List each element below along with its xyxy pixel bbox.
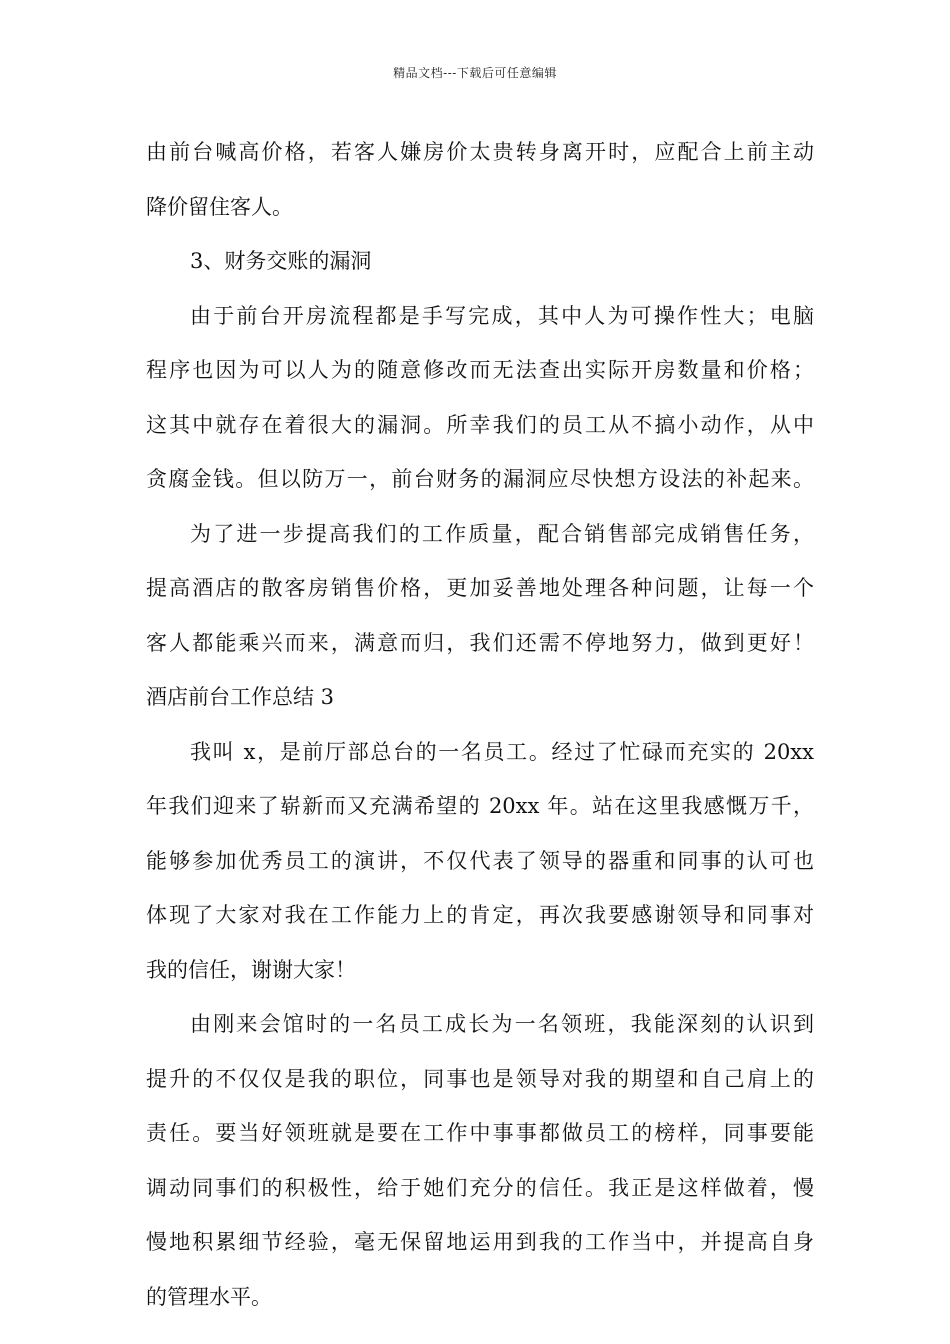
text-line: 这其中就存在着很大的漏洞。所幸我们的员工从不搞小动作，从中 [146, 412, 814, 437]
text-line: 调动同事们的积极性，给于她们充分的信任。我正是这样做着，慢 [146, 1175, 814, 1200]
text-line: 由于前台开房流程都是手写完成，其中人为可操作性大；电脑 [190, 303, 814, 328]
text-line: 提高酒店的散客房销售价格，更加妥善地处理各种问题，让每一个 [146, 576, 814, 600]
text-line: 慢地积累细节经验，毫无保留地运用到我的工作当中，并提高自身 [146, 1230, 814, 1254]
text-line: 责任。要当好领班就是要在工作中事事都做员工的榜样，同事要能 [146, 1121, 814, 1145]
text-line: 的管理水平。 [146, 1284, 272, 1309]
text-line: 年我们迎来了崭新而又充满希望的 20xx 年。站在这里我感慨万千， [146, 794, 814, 818]
text-line: 降价留住客人。 [146, 194, 293, 219]
text-line: 我叫 x，是前厅部总台的一名员工。经过了忙碌而充实的 20xx [190, 739, 814, 764]
article-title: 酒店前台工作总结 3 [146, 685, 335, 709]
section-heading: 3、财务交账的漏洞 [190, 249, 372, 273]
page-header: 精品文档---下载后可任意编辑 [393, 66, 557, 80]
text-line: 提升的不仅仅是我的职位，同事也是领导对我的期望和自己肩上的 [146, 1066, 814, 1091]
document-body [146, 130, 814, 1329]
text-line: 程序也因为可以人为的随意修改而无法查出实际开房数量和价格； [146, 358, 814, 382]
text-line: 体现了大家对我在工作能力上的肯定，再次我要感谢领导和同事对 [146, 903, 814, 927]
text-line: 客人都能乘兴而来，满意而归，我们还需不停地努力，做到更好！ [146, 630, 814, 655]
text-line: 能够参加优秀员工的演讲，不仅代表了领导的器重和同事的认可也 [146, 848, 814, 873]
text-line: 由刚来会馆时的一名员工成长为一名领班，我能深刻的认识到 [190, 1012, 814, 1036]
text-line: 由前台喊高价格，若客人嫌房价太贵转身离开时，应配合上前主动 [146, 140, 814, 164]
text-line: 为了进一步提高我们的工作质量，配合销售部完成销售任务， [190, 521, 814, 546]
text-line: 我的信任，谢谢大家！ [146, 957, 356, 982]
text-line: 贪腐金钱。但以防万一，前台财务的漏洞应尽快想方设法的补起来。 [146, 467, 814, 491]
